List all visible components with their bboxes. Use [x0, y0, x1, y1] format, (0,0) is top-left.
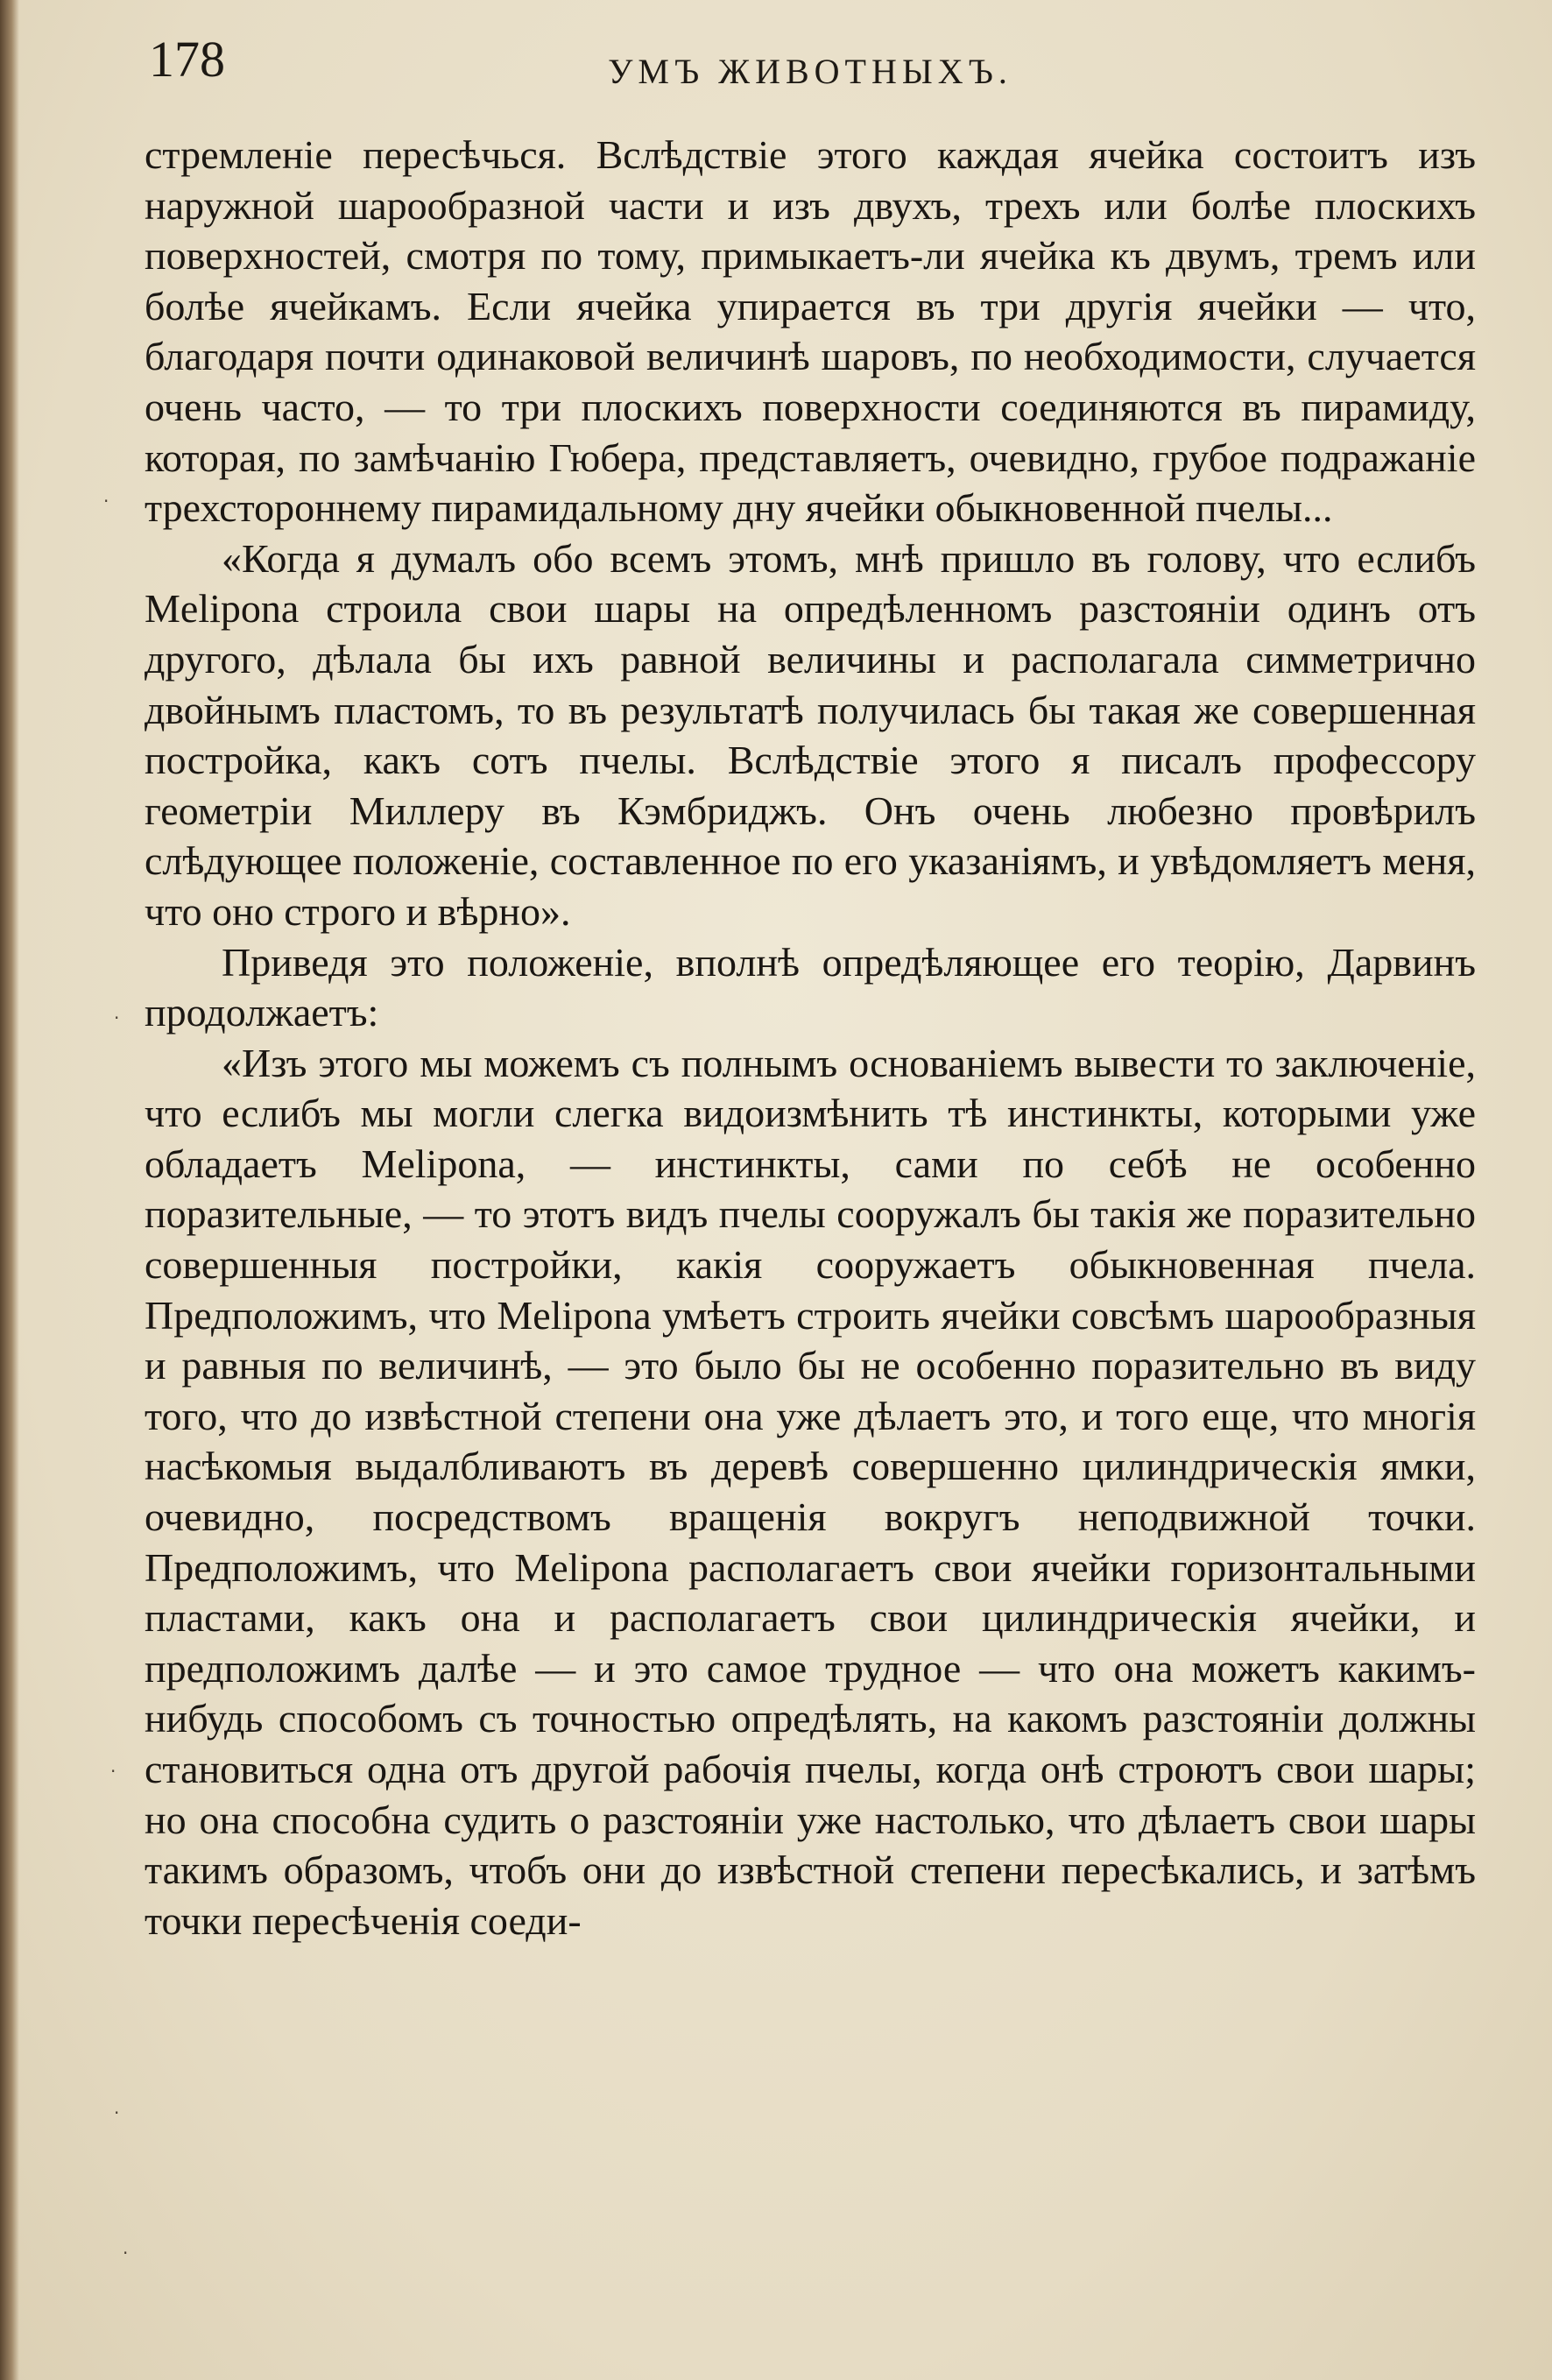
- page-speck: ·: [123, 2242, 129, 2263]
- paragraph-2: «Когда я думалъ обо всемъ этомъ, мнѣ пришло въ голову, что еслибъ Melipona строила свои шары на опредѣленномъ разстояніи одинъ отъ другого, дѣлала бы ихъ равной величины и располагала симметрично двойнымъ пластомъ, то въ результатѣ получилась бы такая же совершенная постройка, какъ сотъ пчелы. Вслѣдствіе этого я писалъ профессору геометріи Миллеру въ Кэмбриджъ. Онъ очень любезно провѣрилъ слѣдующее положеніе, составленное по его указаніямъ, и увѣдомляетъ меня, что оно строго и вѣрно».: [145, 535, 1476, 934]
- page-binding-shadow: [0, 0, 19, 2380]
- page-header: [149, 25, 1471, 95]
- page-speck: ·: [114, 2102, 120, 2123]
- body-text: [145, 130, 1476, 1946]
- page-speck: ·: [103, 491, 109, 512]
- page-speck: ·: [114, 1007, 120, 1028]
- page-speck: ·: [110, 1761, 116, 1782]
- paragraph-1: стремленіе пересѣчься. Вслѣдствіе этого каждая ячейка состоитъ изъ наружной шарообразной части и изъ двухъ, трехъ или болѣе плоскихъ поверхностей, смотря по тому, примыкаетъ-ли ячейка къ двумъ, тремъ или болѣе ячейкамъ. Если ячейка упирается въ три другія ячейки — что, благодаря почти одинаковой величинѣ шаровъ, по необходимости, случается очень часто, — то три плоскихъ поверхности соединяются въ пирамиду, которая, по замѣчанію Гюбера, представляетъ, очевидно, грубое подражаніе трехстороннему пирамидальному дну ячейки обыкновенной пчелы...: [145, 132, 1476, 531]
- paragraph-3: Приведя это положеніе, вполнѣ опредѣляющее его теорію, Дарвинъ продолжаетъ:: [145, 939, 1476, 1035]
- paragraph-4: «Изъ этого мы можемъ съ полнымъ основаніемъ вывести то заключеніе, что еслибъ мы могли слегка видоизмѣнить тѣ инстинкты, которыми уже обладаетъ Melipona, — инстинкты, сами по себѣ не особенно поразительные, — то этотъ видъ пчелы сооружалъ бы такія же поразительно совершенныя постройки, какія сооружаетъ обыкновенная пчела. Предположимъ, что Melipona умѣетъ строить ячейки совсѣмъ шарообразныя и равныя по величинѣ, — это было бы не особенно поразительно въ виду того, что до извѣстной степени она уже дѣлаетъ это, и того еще, что многія насѣкомыя выдалбливаютъ въ деревѣ совершенно цилиндрическія ямки, очевидно, посредствомъ вращенія вокругъ неподвижной точки. Предположимъ, что Melipona располагаетъ свои ячейки горизонтальными пластами, какъ она и располагаетъ свои цилиндрическія ячейки, и предположимъ далѣе — и это самое трудное — что она можетъ какимъ-нибудь способомъ съ точностью опредѣлять, на какомъ разстояніи должны становиться одна отъ другой рабочія пчелы, когда онѣ строютъ свои шары; но она способна судить о разстояніи уже настолько, что дѣлаетъ свои шары такимъ образомъ, чтобъ они до извѣстной степени пересѣкались, и затѣмъ точки пересѣченія соеди-: [145, 1040, 1476, 1943]
- running-title: УМЪ ЖИВОТНЫХЪ.: [608, 52, 1012, 91]
- page-number: 178: [149, 31, 225, 88]
